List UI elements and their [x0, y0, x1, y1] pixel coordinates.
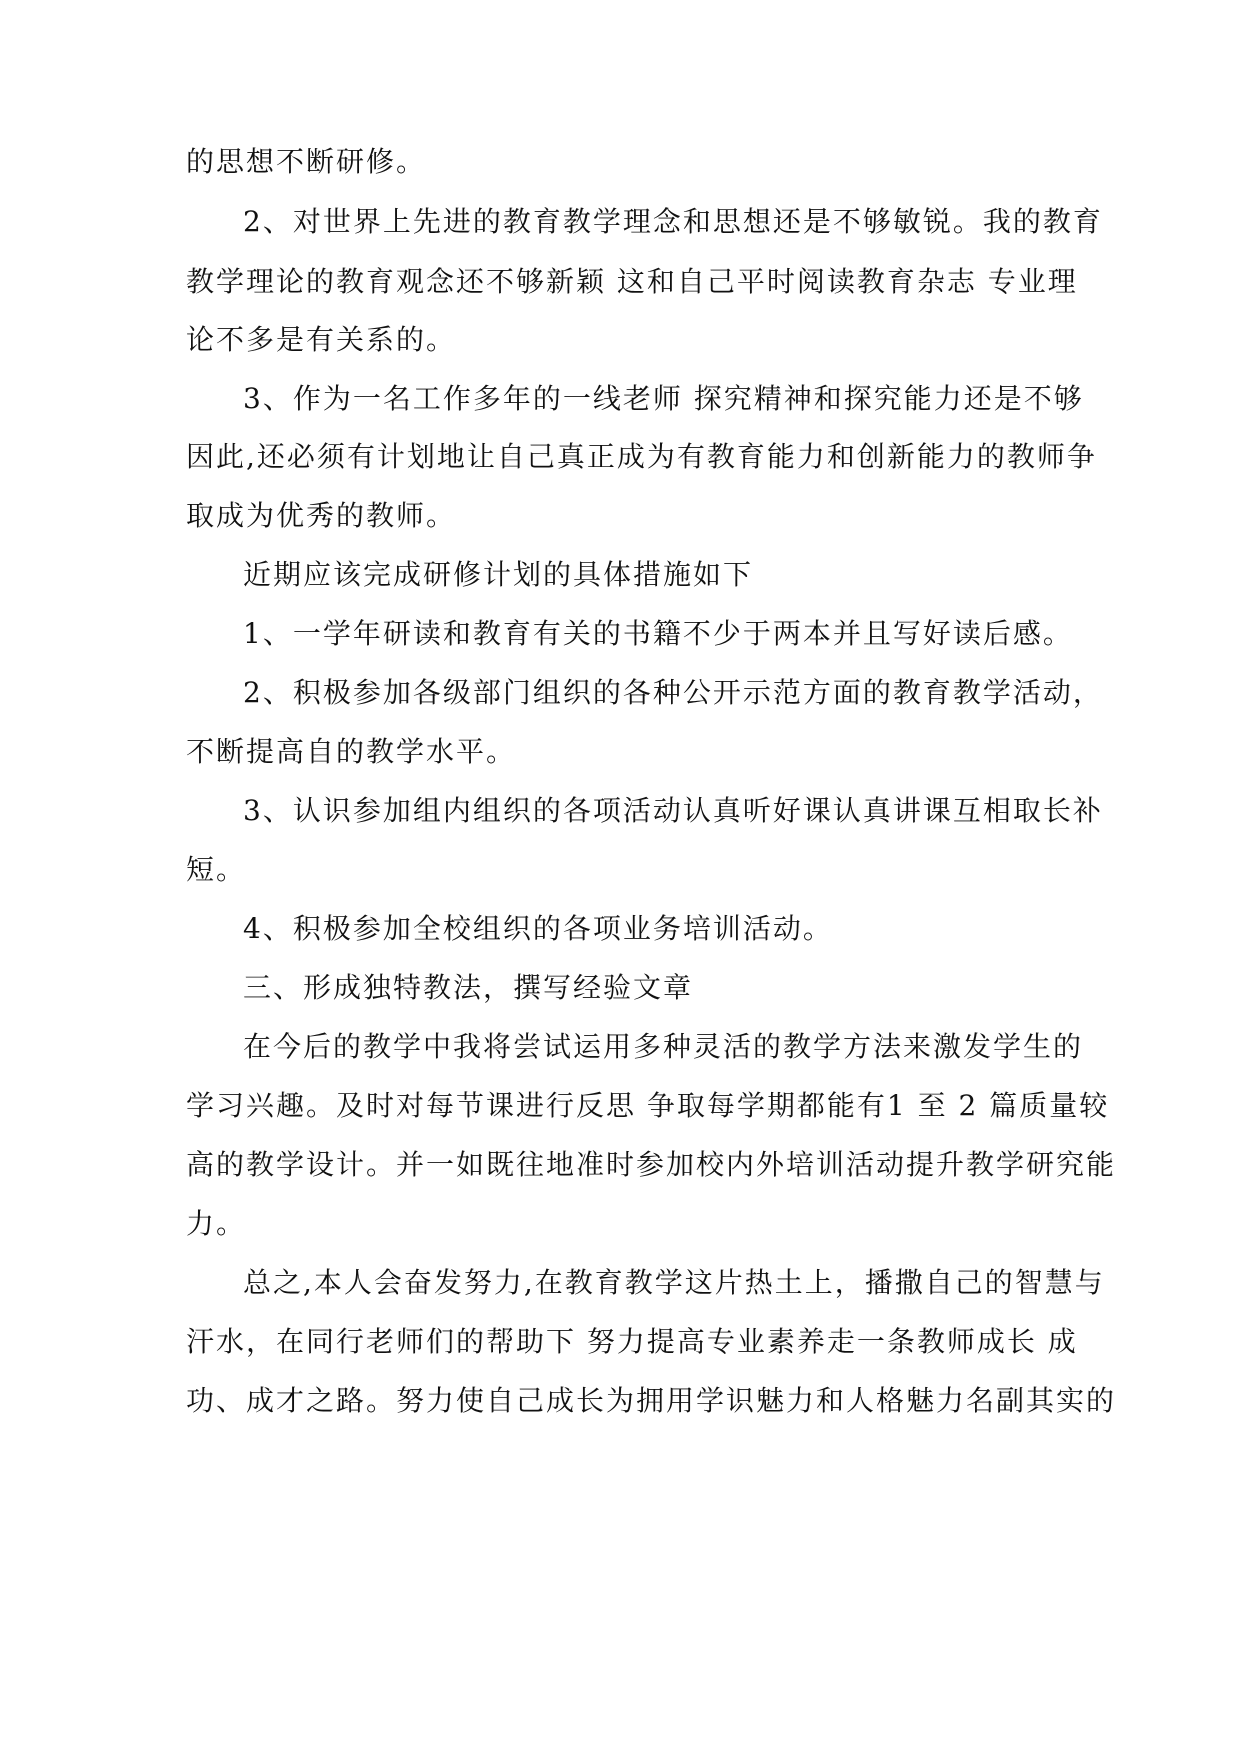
text-line-10: 2、积极参加各级部门组织的各种公开示范方面的教育教学活动， — [243, 676, 1103, 709]
text-line-19: 力。 — [186, 1207, 247, 1240]
text-line-13: 短。 — [186, 853, 247, 886]
text-line-21: 汗水，在同行老师们的帮助下 努力提高专业素养走一条教师成长 成 — [186, 1325, 1078, 1358]
text-line-14: 4、积极参加全校组织的各项业务培训活动。 — [243, 912, 833, 945]
text-line-6: 因此,还必须有计划地让自己真正成为有教育能力和创新能力的教师争 — [186, 440, 1097, 473]
text-line-18: 高的教学设计。并一如既往地准时参加校内外培训活动提升教学研究能 — [186, 1148, 1117, 1181]
text-line-11: 不断提高自的教学水平。 — [186, 735, 517, 768]
text-line-9: 1、一学年研读和教育有关的书籍不少于两本并且写好读后感。 — [243, 617, 1073, 650]
text-line-17: 学习兴趣。及时对每节课进行反思 争取每学期都能有1 至 2 篇质量较 — [186, 1089, 1110, 1122]
text-line-1: 的思想不断研修。 — [186, 145, 427, 178]
text-line-16: 在今后的教学中我将尝试运用多种灵活的教学方法来激发学生的 — [243, 1030, 1084, 1063]
text-line-15: 三、形成独特教法，撰写经验文章 — [243, 971, 694, 1004]
text-line-4: 论不多是有关系的。 — [186, 323, 457, 356]
text-line-7: 取成为优秀的教师。 — [186, 499, 457, 532]
text-line-8: 近期应该完成研修计划的具体措施如下 — [243, 558, 754, 591]
text-line-12: 3、认识参加组内组织的各项活动认真听好课认真讲课互相取长补 — [243, 794, 1103, 827]
text-line-2: 2、对世界上先进的教育教学理念和思想还是不够敏锐。我的教育 — [243, 205, 1103, 238]
text-line-5: 3、作为一名工作多年的一线老师 探究精神和探究能力还是不够 — [243, 382, 1084, 415]
text-line-20: 总之,本人会奋发努力,在教育教学这片热土上，播撒自己的智慧与 — [243, 1266, 1105, 1299]
text-line-22: 功、成才之路。努力使自己成长为拥用学识魅力和人格魅力名副其实的 — [186, 1384, 1117, 1417]
text-line-3: 教学理论的教育观念还不够新颖 这和自己平时阅读教育杂志 专业理 — [186, 265, 1078, 298]
